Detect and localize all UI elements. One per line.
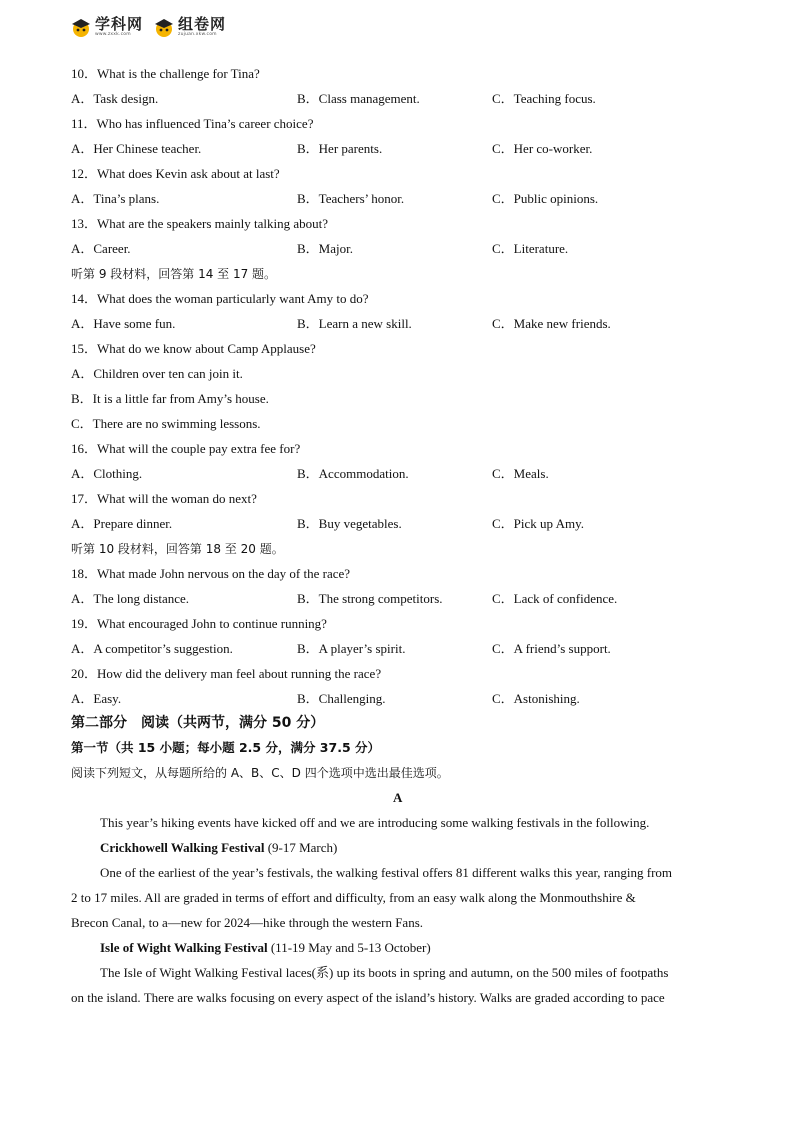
festival-title: Isle of Wight Walking Festival: [100, 940, 268, 955]
festival-heading: [100, 840, 337, 856]
option-a: A．The long distance.: [71, 591, 190, 606]
option-a: A．A competitor’s suggestion.: [71, 641, 233, 656]
option-row: [71, 516, 731, 532]
section-heading: 听第 10 段材料，回答第 18 至 20 题。: [71, 542, 284, 556]
question-text: 13．What are the speakers mainly talking about?: [71, 216, 329, 231]
option-c: C．Astonishing.: [492, 691, 580, 706]
option-a: A．Easy.: [71, 691, 122, 706]
paragraph-line: 2 to 17 miles. All are graded in terms of effort and difficulty, from an easy walk along the Monmouthshire &: [71, 890, 636, 905]
option-b: B．It is a little far from Amy’s house.: [71, 391, 269, 406]
option-row: [71, 91, 731, 107]
option-c: C．Her co-worker.: [492, 141, 593, 156]
question-text: 12．What does Kevin ask about at last?: [71, 166, 280, 181]
passage-letter: A: [393, 790, 403, 805]
option-b: B．Class management.: [297, 91, 420, 106]
logo-zujuanwang[interactable]: [153, 16, 226, 38]
question-text: 20．How did the delivery man feel about running the race?: [71, 666, 382, 681]
option-c: C．There are no swimming lessons.: [71, 416, 261, 431]
part-heading: 第二部分 阅读（共两节，满分 50 分）: [71, 715, 325, 731]
paragraph-line: on the island. There are walks focusing on every aspect of the island’s history. Walks are graded according to pace: [71, 990, 665, 1005]
option-row: [71, 591, 731, 607]
logo-url: zujuan.xkw.com: [178, 31, 217, 37]
option-b: B．Accommodation.: [297, 466, 409, 481]
option-row: [71, 316, 731, 332]
option-a: A．Prepare dinner.: [71, 516, 173, 531]
option-row: [71, 641, 731, 657]
option-c: C．Pick up Amy.: [492, 516, 584, 531]
option-a: A．Have some fun.: [71, 316, 176, 331]
option-a: A．Children over ten can join it.: [71, 366, 243, 381]
paragraph-line: The Isle of Wight Walking Festival laces(系) up its boots in spring and autumn, on the 500 miles of footpaths: [100, 965, 669, 980]
option-row: [71, 466, 731, 482]
option-b: B．The strong competitors.: [297, 591, 443, 606]
logo-name: 学科网: [95, 14, 144, 33]
question-text: 14．What does the woman particularly want Amy to do?: [71, 291, 369, 306]
question-text: 17．What will the woman do next?: [71, 491, 257, 506]
question-text: 15．What do we know about Camp Applause?: [71, 341, 316, 356]
option-c: C．Lack of confidence.: [492, 591, 618, 606]
question-text: 10．What is the challenge for Tina?: [71, 66, 260, 81]
option-c: C．Teaching focus.: [492, 91, 596, 106]
option-row: [71, 691, 731, 707]
option-a: A．Clothing.: [71, 466, 143, 481]
question-text: 18．What made John nervous on the day of the race?: [71, 566, 351, 581]
question-text: 11．Who has influenced Tina’s career choice?: [71, 116, 314, 131]
section-heading: 听第 9 段材料，回答第 14 至 17 题。: [71, 267, 277, 281]
option-b: B．Her parents.: [297, 141, 383, 156]
option-row: [71, 141, 731, 157]
option-row: [71, 191, 731, 207]
header: [70, 12, 226, 42]
option-b: B．Challenging.: [297, 691, 386, 706]
option-b: B．Buy vegetables.: [297, 516, 402, 531]
paragraph-line: Brecon Canal, to a—new for 2024—hike through the western Fans.: [71, 915, 424, 930]
option-b: B．A player’s spirit.: [297, 641, 406, 656]
option-c: C．Public opinions.: [492, 191, 599, 206]
instruction-text: 阅读下列短文，从每题所给的 A、B、C、D 四个选项中选出最佳选项。: [71, 766, 449, 780]
question-text: 16．What will the couple pay extra fee for?: [71, 441, 301, 456]
option-a: A．Task design.: [71, 91, 159, 106]
logo-url: www.zxxk.com: [95, 31, 131, 37]
logo-xuekewang[interactable]: [70, 16, 143, 38]
option-b: B．Teachers’ honor.: [297, 191, 405, 206]
option-c: C．Meals.: [492, 466, 549, 481]
festival-heading: [100, 940, 431, 956]
option-c: C．Make new friends.: [492, 316, 611, 331]
section-heading: 第一节（共 15 小题；每小题 2.5 分，满分 37.5 分）: [71, 740, 380, 755]
festival-title: Crickhowell Walking Festival: [100, 840, 265, 855]
question-text: 19．What encouraged John to continue running?: [71, 616, 327, 631]
festival-date: (11-19 May and 5-13 October): [267, 940, 431, 955]
option-c: C．Literature.: [492, 241, 569, 256]
option-b: B．Major.: [297, 241, 353, 256]
option-row: [71, 241, 731, 257]
paragraph-line: One of the earliest of the year’s festivals, the walking festival offers 81 different walks this year, ranging from: [100, 865, 673, 880]
passage-intro: This year’s hiking events have kicked off and we are introducing some walking festivals in the following.: [100, 815, 650, 830]
graduate-cap-icon: [153, 16, 175, 38]
option-c: C．A friend’s support.: [492, 641, 611, 656]
option-a: A．Tina’s plans.: [71, 191, 160, 206]
graduate-cap-icon: [70, 16, 92, 38]
logo-name: 组卷网: [178, 14, 227, 33]
option-a: A．Her Chinese teacher.: [71, 141, 202, 156]
option-b: B．Learn a new skill.: [297, 316, 412, 331]
option-a: A．Career.: [71, 241, 131, 256]
festival-date: (9-17 March): [264, 840, 338, 855]
